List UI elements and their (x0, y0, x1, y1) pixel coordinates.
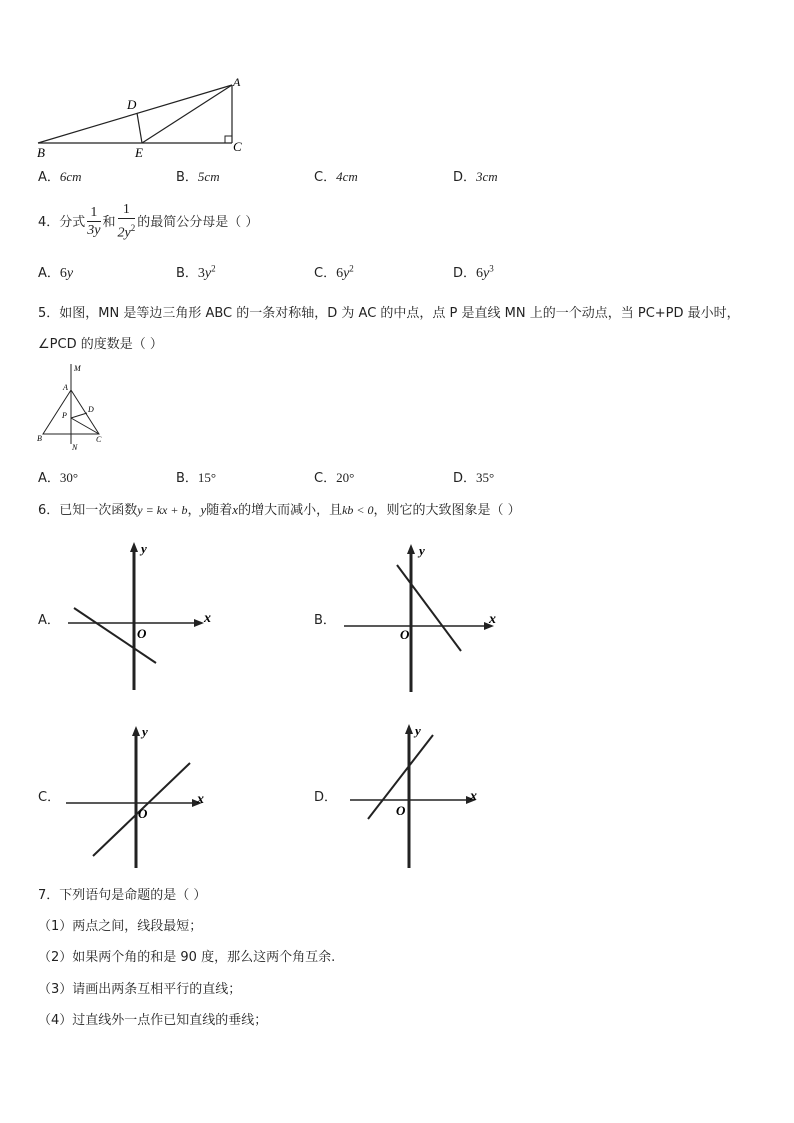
q3-option-d[interactable]: D．3cm (453, 169, 498, 185)
q6-c-y-label: y (142, 724, 148, 739)
q7-title: 7．下列语句是命题的是（ ） (38, 888, 207, 903)
q6-c-x-label: x (197, 792, 204, 807)
q6-d-origin-label: O (396, 803, 406, 818)
q7-item-4: （4）过直线外一点作已知直线的垂线； (38, 1013, 268, 1028)
q6-option-b[interactable]: B． (314, 613, 336, 628)
q6-graph-b[interactable] (336, 540, 506, 695)
q3-label-a: A (233, 75, 241, 89)
q3-label-d: D (127, 97, 137, 112)
q4-fraction-1: $\frac{1}{3y}$ (87, 204, 101, 238)
q3-option-b[interactable]: B．5cm (176, 169, 220, 185)
q6-a-y-label: y (141, 541, 147, 556)
q5-label-a: A (63, 383, 68, 392)
q6-b-origin-label: O (400, 627, 410, 642)
q4-option-d[interactable]: D．$6y^3$ (453, 263, 494, 281)
q5-option-d[interactable]: D．35° (453, 470, 495, 486)
q3-option-a[interactable]: A．6cm (38, 169, 82, 185)
q7-item-2: （2）如果两个角的和是 90 度，那么这两个角互余. (38, 950, 336, 965)
q5-triangle-figure (32, 360, 112, 455)
q4-option-a[interactable]: A．6y (38, 266, 74, 281)
q6-b-y-label: y (419, 543, 425, 558)
q6-b-x-label: x (489, 612, 496, 627)
q5-label-p: P (62, 411, 67, 420)
q5-option-a[interactable]: A．30° (38, 470, 79, 486)
q3-triangle-figure (30, 74, 260, 164)
q6-graph-a[interactable] (60, 540, 220, 695)
q6-a-x-label: x (204, 611, 211, 626)
q5-option-b[interactable]: B．15° (176, 470, 217, 486)
q4-option-b[interactable]: B．$3y^2$ (176, 263, 216, 281)
q6-d-x-label: x (470, 789, 477, 804)
q6-question: 6．已知一次函数y = kx + b，y随着x的增大而减小，且kb < 0，则它的大致图象是（ ） (38, 502, 521, 518)
q6-graph-c[interactable] (60, 722, 220, 870)
q5-option-c[interactable]: C．20° (314, 470, 355, 486)
q5-question-line1: 5．如图，MN 是等边三角形 ABC 的一条对称轴，D 为 AC 的中点，点 P 是直线 MN 上的一个动点，当 PC+PD 最小时， (38, 306, 740, 321)
q6-c-origin-label: O (138, 806, 148, 821)
q6-d-y-label: y (415, 723, 421, 738)
q4-question: 4．分式 $\frac{1}{3y}$ 和 $\frac{1}{2y^2}$ 的最简公分母是（ ） (38, 202, 259, 241)
q5-label-m: M (74, 364, 81, 373)
q3-label-e: E (135, 145, 143, 160)
q3-option-c[interactable]: C．4cm (314, 169, 358, 185)
q7-item-1: （1）两点之间，线段最短； (38, 919, 203, 934)
q5-label-d: D (88, 405, 94, 414)
q3-label-c: C (233, 139, 242, 154)
q6-a-origin-label: O (137, 626, 147, 641)
q4-option-c[interactable]: C．$6y^2$ (314, 263, 354, 281)
q5-label-n: N (72, 443, 78, 452)
q7-item-3: （3）请画出两条互相平行的直线； (38, 982, 242, 997)
q5-question-line2: ∠PCD 的度数是（ ） (38, 337, 163, 352)
q5-label-b: B (37, 434, 42, 443)
q5-label-c: C (96, 435, 102, 444)
q6-option-a[interactable]: A． (38, 613, 60, 628)
q6-option-d[interactable]: D． (314, 790, 338, 805)
q4-fraction-2: $\frac{1}{2y^2}$ (117, 202, 136, 241)
q6-option-c[interactable]: C． (38, 790, 61, 805)
q3-label-b: B (37, 145, 45, 160)
q6-graph-d[interactable] (336, 718, 496, 870)
